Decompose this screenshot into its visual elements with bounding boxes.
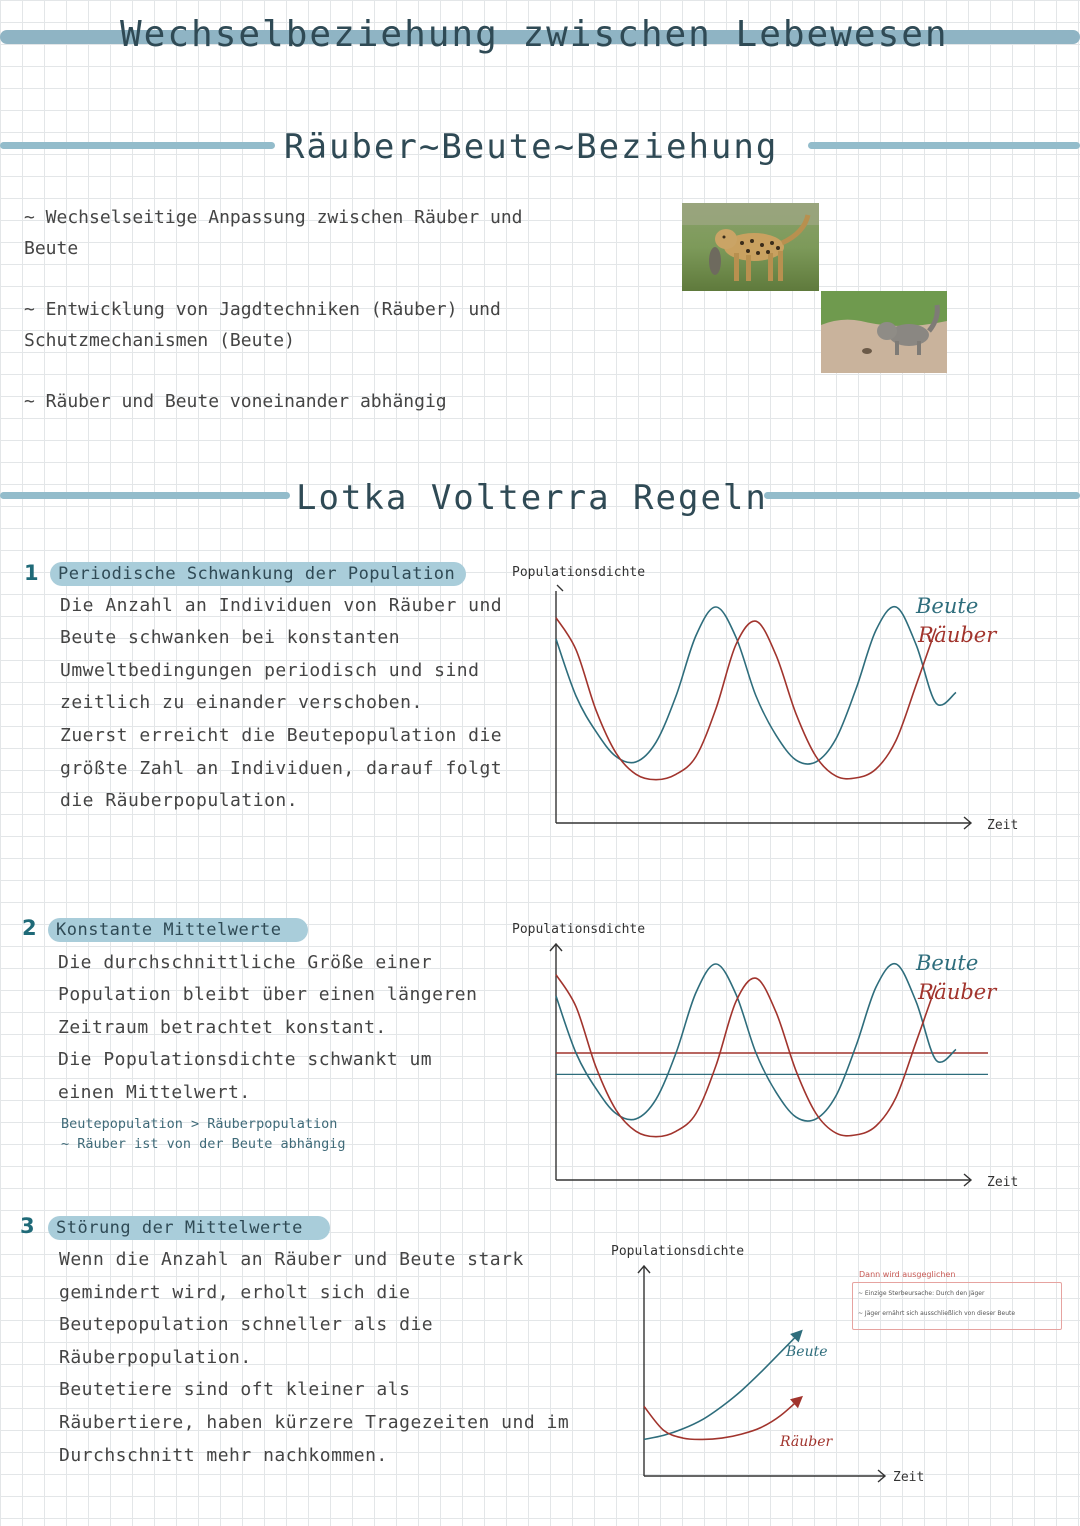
- chart2-predator-line: [556, 975, 936, 1137]
- chart3-label-prey: Beute: [786, 1344, 828, 1360]
- bullet-2-line2: Schutzmechanismen (Beute): [24, 330, 295, 351]
- rule3-sidenote-line2: ~ Jäger ernährt sich ausschließlich von dieser Beute: [858, 1310, 1016, 1317]
- rule2-number: 2: [22, 916, 37, 940]
- rule2-line5: einen Mittelwert.: [58, 1082, 251, 1103]
- rule1-line4: zeitlich zu einander verschoben.: [60, 692, 423, 713]
- bullet-2-line1: ~ Entwicklung von Jagdtechniken (Räuber) und: [24, 299, 501, 320]
- rule2-note2: ~ Räuber ist von der Beute abhängig: [61, 1136, 346, 1152]
- rule3-heading: Störung der Mittelwerte: [48, 1216, 330, 1240]
- chart1-xlabel: Zeit: [987, 818, 1019, 833]
- chart-1: [500, 555, 1040, 845]
- page-title: Wechselbeziehung zwischen Lebewesen: [120, 14, 949, 55]
- chart3-ylabel: Populationsdichte: [611, 1244, 745, 1259]
- rule1-line7: die Räuberpopulation.: [60, 790, 299, 811]
- rule1-line6: größte Zahl an Individuen, darauf folgt: [60, 758, 503, 779]
- section2-title: Lotka Volterra Regeln: [296, 478, 768, 518]
- chart1-legend-prey: Beute: [916, 594, 979, 618]
- chart2-legend-predator: Räuber: [918, 980, 997, 1004]
- chart3-prey-line: [644, 1333, 800, 1440]
- chart-2: [500, 912, 1040, 1202]
- rule3-number: 3: [20, 1214, 35, 1238]
- chart3-label-predator: Räuber: [780, 1434, 833, 1450]
- rule3-line1: Wenn die Anzahl an Räuber und Beute stark: [59, 1249, 524, 1270]
- rule1-line2: Beute schwanken bei konstanten: [60, 627, 401, 648]
- chart2-xlabel: Zeit: [987, 1175, 1019, 1190]
- section2-rule-right: [764, 492, 1080, 499]
- rule2-line3: Zeitraum betrachtet konstant.: [58, 1017, 387, 1038]
- leopard-photo: [682, 203, 819, 291]
- rule3-line2: gemindert wird, erholt sich die: [59, 1282, 411, 1303]
- rule3-sidenote-line1: ~ Einzige Sterbeursache: Durch den Jäger: [858, 1290, 985, 1297]
- chart3-xlabel: Zeit: [893, 1470, 925, 1485]
- rule3-line4: Räuberpopulation.: [59, 1347, 252, 1368]
- rule3-line6: Räubertiere, haben kürzere Tragezeiten und im: [59, 1412, 570, 1433]
- bullet-1-line2: Beute: [24, 238, 79, 259]
- rule3-line7: Durchschnitt mehr nachkommen.: [59, 1445, 388, 1466]
- chart2-ylabel: Populationsdichte: [512, 922, 646, 937]
- chart1-yaxis-tick: [557, 585, 563, 591]
- chart1-predator-line: [556, 618, 936, 780]
- rule1-line1: Die Anzahl an Individuen von Räuber und: [60, 595, 503, 616]
- rule3-line3: Beutepopulation schneller als die: [59, 1314, 434, 1335]
- rule3-sidenote-title: Dann wird ausgeglichen: [859, 1270, 956, 1279]
- rule1-number: 1: [24, 561, 39, 585]
- rule2-line1: Die durchschnittliche Größe einer: [58, 952, 433, 973]
- chart3-predator-line: [644, 1399, 800, 1440]
- rule2-heading: Konstante Mittelwerte: [48, 918, 308, 942]
- rule3-line5: Beutetiere sind oft kleiner als: [59, 1379, 411, 1400]
- bullet-1-line1: ~ Wechselseitige Anpassung zwischen Räuber und: [24, 207, 523, 228]
- rule1-line3: Umweltbedingungen periodisch und sind: [60, 660, 480, 681]
- section1-rule-left: [0, 142, 275, 149]
- section1-title: Räuber~Beute~Beziehung: [284, 127, 779, 167]
- rule1-line5: Zuerst erreicht die Beutepopulation die: [60, 725, 503, 746]
- rule2-note1: Beutepopulation > Räuberpopulation: [61, 1116, 338, 1132]
- chart1-legend-predator: Räuber: [918, 623, 997, 647]
- section2-rule-left: [0, 492, 290, 499]
- cat-mouse-photo: [821, 291, 947, 373]
- chart1-ylabel: Populationsdichte: [512, 565, 646, 580]
- bullet-3-line1: ~ Räuber und Beute voneinander abhängig: [24, 391, 447, 412]
- rule2-line2: Population bleibt über einen längeren: [58, 984, 478, 1005]
- rule1-heading: Periodische Schwankung der Population: [50, 562, 466, 586]
- section1-rule-right: [808, 142, 1080, 149]
- chart2-legend-prey: Beute: [916, 951, 979, 975]
- rule2-line4: Die Populationsdichte schwankt um: [58, 1049, 433, 1070]
